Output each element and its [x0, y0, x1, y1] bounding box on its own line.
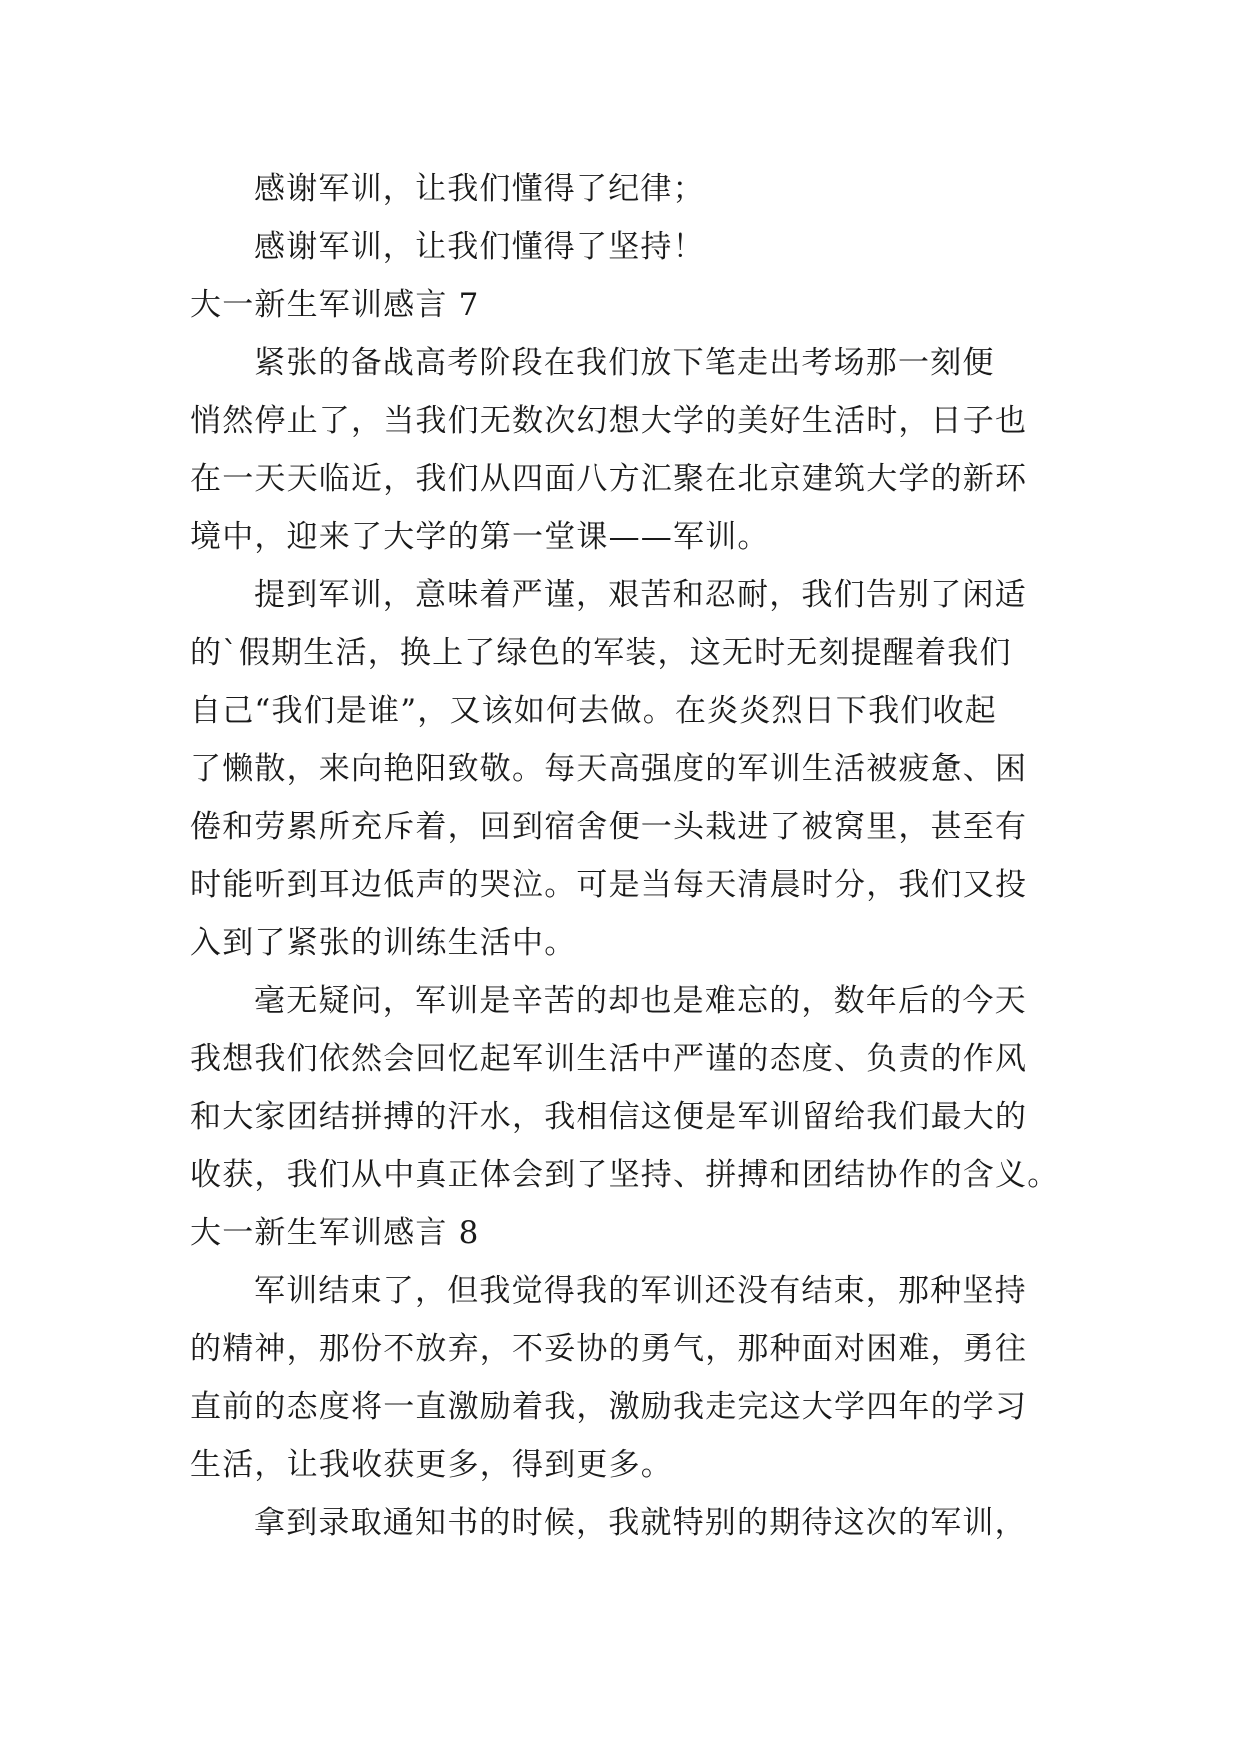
paragraph-line: 我想我们依然会回忆起军训生活中严谨的态度、负责的作风 — [190, 1041, 1028, 1077]
document-body — [190, 160, 1060, 1552]
paragraph-line: 时能听到耳边低声的哭泣。可是当每天清晨时分，我们又投 — [190, 867, 1028, 903]
paragraph-line: 和大家团结拼搏的汗水，我相信这便是军训留给我们最大的 — [190, 1099, 1028, 1135]
paragraph-line: 在一天天临近，我们从四面八方汇聚在北京建筑大学的新环 — [190, 461, 1028, 497]
paragraph-line: 拿到录取通知书的时候，我就特别的期待这次的军训， — [254, 1505, 1027, 1541]
paragraph-line: 感谢军训，让我们懂得了纪律； — [254, 171, 705, 207]
section-heading-8: 大一新生军训感言 8 — [190, 1215, 480, 1251]
section-heading-7: 大一新生军训感言 7 — [190, 287, 480, 323]
paragraph-line: 提到军训，意味着严谨，艰苦和忍耐，我们告别了闲适 — [254, 577, 1027, 613]
paragraph-line: 悄然停止了，当我们无数次幻想大学的美好生活时，日子也 — [190, 403, 1028, 439]
paragraph-line: 的精神，那份不放弃，不妥协的勇气，那种面对困难，勇往 — [190, 1331, 1028, 1367]
paragraph-line: 境中，迎来了大学的第一堂课——军训。 — [190, 519, 770, 555]
paragraph-line: 的`假期生活，换上了绿色的军装，这无时无刻提醒着我们 — [190, 635, 1012, 671]
paragraph-line: 倦和劳累所充斥着，回到宿舍便一头栽进了被窝里，甚至有 — [190, 809, 1028, 845]
paragraph-line: 直前的态度将一直激励着我，激励我走完这大学四年的学习 — [190, 1389, 1028, 1425]
paragraph-line: 入到了紧张的训练生活中。 — [190, 925, 577, 961]
paragraph-line: 自己“我们是谁”，又该如何去做。在炎炎烈日下我们收起 — [190, 693, 997, 729]
paragraph-line: 收获，我们从中真正体会到了坚持、拼搏和团结协作的含义。 — [190, 1157, 1060, 1193]
paragraph-line: 紧张的备战高考阶段在我们放下笔走出考场那一刻便 — [254, 345, 995, 381]
paragraph-line: 了懒散，来向艳阳致敬。每天高强度的军训生活被疲惫、困 — [190, 751, 1028, 787]
paragraph-line: 军训结束了，但我觉得我的军训还没有结束，那种坚持 — [254, 1273, 1027, 1309]
paragraph-line: 毫无疑问，军训是辛苦的却也是难忘的，数年后的今天 — [254, 983, 1027, 1019]
paragraph-line: 生活，让我收获更多，得到更多。 — [190, 1447, 673, 1483]
paragraph-line: 感谢军训，让我们懂得了坚持！ — [254, 229, 705, 265]
